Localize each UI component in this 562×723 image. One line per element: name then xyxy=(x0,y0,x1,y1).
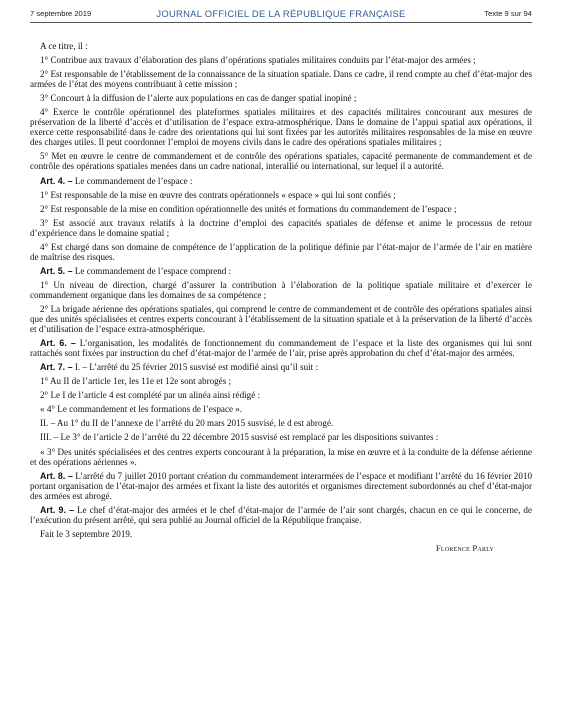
journal-title: JOURNAL OFFICIEL DE LA RÉPUBLIQUE FRANÇAISE xyxy=(156,8,406,19)
signature: Florence Parly xyxy=(435,542,494,553)
header-date: 7 septembre 2019 xyxy=(30,9,92,18)
article-9-heading: Art. 9. – Le chef d’état-major des armées et le chef d’état-major de l’armée de l’air sont chargés, chacun en ce qui le concerne, de l’exécution du présent arrêté, qui sera publié au Journal officiel de la République française. xyxy=(30,504,532,525)
article-label: Art. 7. – xyxy=(40,362,73,373)
paragraph: « 4° Le commandement et les formations de l’espace ». xyxy=(40,404,243,415)
paragraph: II. – Au 1° du II de l’annexe de l’arrêté du 20 mars 2015 susvisé, le d est abrogé. xyxy=(40,418,334,429)
paragraph: 2° La brigade aérienne des opérations spatiales, qui comprend le centre de commandement et de contrôle des opérations spatiales ainsi que des unités spécialisées et centres experts concourant à l’établissement de la situation spatiale et à la préservation de la liberté d’accès et d’utilisation de l’espace extra-atmosphérique. xyxy=(30,303,532,335)
article-label: Art. 5. – xyxy=(40,265,73,276)
paragraph: 5° Met en œuvre le centre de commandement et de contrôle des opérations spatiales, capacité permanente de commandement et de contrôle des opérations spatiales menées dans un cadre national, interallié ou international, sur lequel il a autorité. xyxy=(30,151,532,172)
document-body xyxy=(30,41,532,553)
paragraph: 1° Est responsable de la mise en œuvre des contrats opérationnels « espace » qui lui sont confiés ; xyxy=(40,189,396,200)
paragraph: 4° Est chargé dans son domaine de compétence de l’application de la politique définie par l’état-major de l’armée de l’air en matière de maîtrise des risques. xyxy=(30,241,532,262)
paragraph: 3° Est associé aux travaux relatifs à la doctrine d’emploi des capacités spatiales de défense et anime le processus de retour d’expérience dans le domaine spatial ; xyxy=(30,217,532,238)
paragraph: 4° Exerce le contrôle opérationnel des plateformes spatiales militaires et des capacités militaires concourant aux mesures de préservation de la liberté d’accès et d’utilisation de l’espace extra-atmosphérique. Dans le domaine de l’appui spatial aux opérations, il exerce cette responsabilité dans le cadre des orientations qui lui sont fixées par les autorités militaires responsables de la mise en œuvre des charges utiles. Il peut coordonner l’emploi de moyens civils dans le cadre des opérations spatiales militaires ; xyxy=(30,107,532,148)
article-6-heading: Art. 6. – L’organisation, les modalités de fonctionnement du commandement de l’espace et la liste des organismes qui lui sont rattachés sont fixées par instruction du chef d’état-major de l’armée de l’air, prise après approbation du chef d’état-major des armées. xyxy=(30,338,532,359)
paragraph: 2° Est responsable de l’établissement de la connaissance de la situation spatiale. Dans ce cadre, il rend compte au chef d’état-major des armées de l’état des moyens contribuant à cette mission ; xyxy=(30,69,532,90)
paragraph: 3° Concourt à la diffusion de l’alerte aux populations en cas de danger spatial inopiné ; xyxy=(40,93,357,104)
paragraph: 2° Est responsable de la mise en condition opérationnelle des unités et formations du commandement de l’espace ; xyxy=(40,203,457,214)
paragraph: « 3° Des unités spécialisées et des centres experts concourant à la préparation, la mise en œuvre et à la conduite de la défense aérienne et des opérations aériennes ». xyxy=(30,446,532,467)
article-label: Art. 6. – xyxy=(40,338,76,349)
article-5-heading: Art. 5. – Le commandement de l’espace comprend : xyxy=(40,265,232,276)
article-label: Art. 9. – xyxy=(40,504,75,515)
paragraph: 1° Un niveau de direction, chargé d’assurer la contribution à l’élaboration de la politique spatiale militaire et d’exercer le commandement organique dans les domaines de sa compétence ; xyxy=(30,279,532,300)
article-label: Art. 8. – xyxy=(40,470,73,481)
paragraph: 1° Contribue aux travaux d’élaboration des plans d’opérations spatiales militaires conduits par l’état-major des armées ; xyxy=(40,55,476,66)
page-header xyxy=(30,9,532,23)
paragraph: III. – Le 3° de l’article 2 de l’arrêté du 22 décembre 2015 susvisé est remplacé par les dispositions suivantes : xyxy=(40,432,439,443)
paragraph: 2° Le I de l’article 4 est complété par un alinéa ainsi rédigé : xyxy=(40,390,261,401)
paragraph: A ce titre, il : xyxy=(40,41,88,51)
article-label: Art. 4. – xyxy=(40,175,73,186)
paragraph: 1° Au II de l’article 1er, les 11e et 12e sont abrogés ; xyxy=(40,376,232,387)
article-4-heading: Art. 4. – Le commandement de l’espace : xyxy=(40,175,193,186)
header-divider xyxy=(30,22,532,23)
paragraph: Fait le 3 septembre 2019. xyxy=(40,528,133,539)
article-8-heading: Art. 8. – L’arrêté du 7 juillet 2010 portant création du commandement interarmées de l’espace et modifiant l’arrêté du 16 février 2010 portant organisation de l’état-major des armées et fixant la liste des autorités et organismes directement subordonnés au chef d’état-major des armées est abrogé. xyxy=(30,470,532,501)
article-7-heading: Art. 7. – I. – L’arrêté du 25 février 2015 susvisé est modifié ainsi qu’il suit : xyxy=(40,362,318,373)
page-reference: Texte 9 sur 94 xyxy=(484,9,532,18)
